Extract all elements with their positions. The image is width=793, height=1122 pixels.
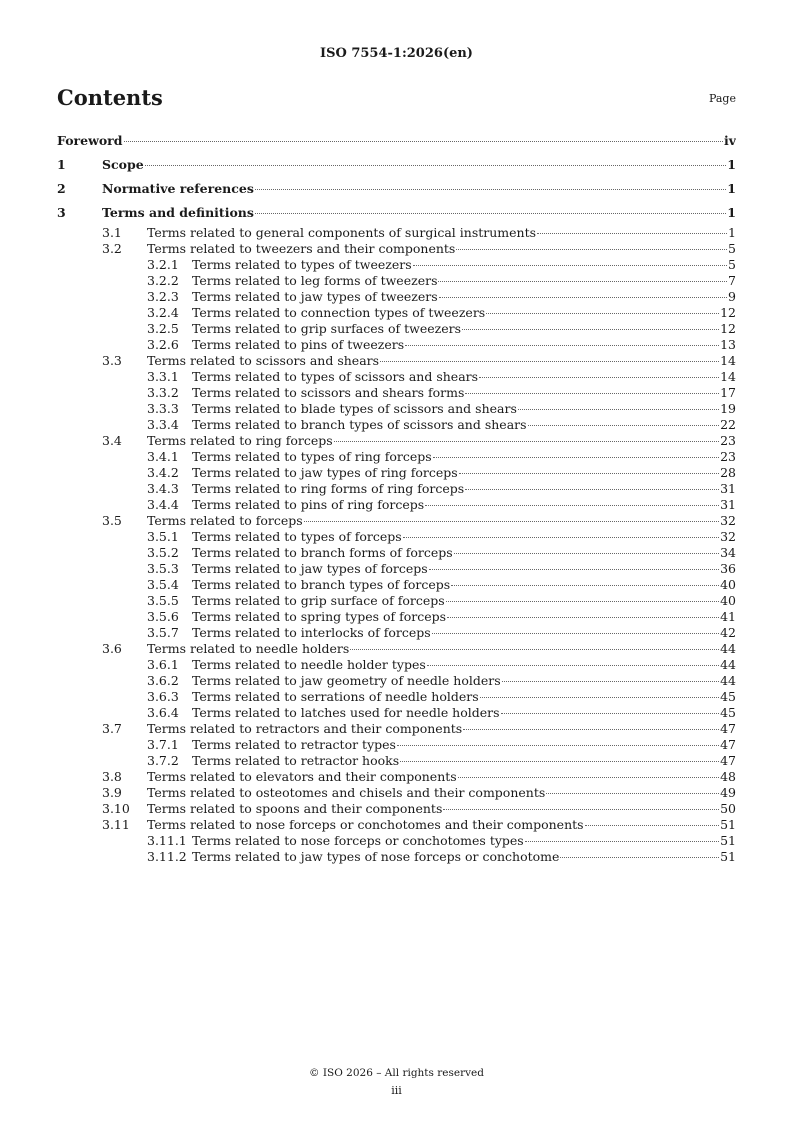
toc-entry-page: 45: [720, 705, 736, 720]
dot-leader: [145, 165, 727, 166]
toc-entry-title: Terms related to types of scissors and shears: [192, 369, 479, 384]
dot-leader: [425, 505, 719, 506]
toc-entry[interactable]: [57, 257, 736, 273]
toc-entry-title: Terms related to jaw geometry of needle holders: [192, 673, 501, 688]
toc-entry-number: 3.4.4: [147, 497, 179, 512]
dot-leader: [546, 793, 719, 794]
toc-entry[interactable]: [57, 353, 736, 369]
toc-entry[interactable]: [57, 465, 736, 481]
toc-entry-page: 1: [728, 225, 736, 240]
toc-entry[interactable]: [57, 849, 736, 865]
toc-entry-number: 3.6: [102, 641, 122, 656]
toc-entry-number: 3.5.2: [147, 545, 179, 560]
dot-leader: [255, 189, 726, 190]
toc-entry-number: 3.5.6: [147, 609, 179, 624]
toc-entry-number: 1: [57, 157, 66, 172]
dot-leader: [463, 729, 719, 730]
toc-entry-number: 3.3.4: [147, 417, 179, 432]
toc-entry-number: 3.6.4: [147, 705, 179, 720]
toc-entry-number: 3.11.2: [147, 849, 187, 864]
toc-entry-number: 3.2.2: [147, 273, 179, 288]
toc-entry-title: Terms related to nose forceps or conchotomes types: [192, 833, 524, 848]
toc-entry-page: 50: [720, 801, 736, 816]
toc-entry[interactable]: [57, 705, 736, 721]
toc-entry-number: 3.9: [102, 785, 122, 800]
toc-entry-page: 14: [720, 369, 736, 384]
dot-leader: [427, 665, 719, 666]
dot-leader: [443, 809, 719, 810]
toc-entry-number: 3.10: [102, 801, 130, 816]
toc-entry-title: Normative references: [102, 181, 254, 196]
toc-entry-title: Terms related to scissors and shears: [147, 353, 380, 368]
toc-entry-number: 2: [57, 181, 66, 196]
toc-entry[interactable]: [57, 545, 736, 561]
toc-entry-page: 45: [720, 689, 736, 704]
dot-leader: [454, 553, 719, 554]
toc-entry-number: 3.7.2: [147, 753, 179, 768]
dot-leader: [465, 489, 719, 490]
toc-entry[interactable]: [57, 753, 736, 769]
toc-entry-page: 40: [720, 577, 736, 592]
toc-entry[interactable]: [57, 225, 736, 241]
toc-entry[interactable]: [57, 417, 736, 433]
toc-entry[interactable]: [57, 737, 736, 753]
dot-leader: [462, 329, 719, 330]
toc-entry-page: 34: [720, 545, 736, 560]
toc-entry-page: 23: [720, 449, 736, 464]
toc-entry[interactable]: [57, 561, 736, 577]
dot-leader: [124, 141, 723, 142]
dot-leader: [479, 377, 719, 378]
toc-entry-page: 47: [720, 721, 736, 736]
toc-entry-title: Terms related to tweezers and their components: [147, 241, 456, 256]
dot-leader: [456, 249, 727, 250]
toc-entry-page: 32: [720, 529, 736, 544]
toc-entry-number: 3.5.3: [147, 561, 179, 576]
dot-leader: [380, 361, 719, 362]
toc-entry[interactable]: [57, 481, 736, 497]
toc-entry-number: 3.4.2: [147, 465, 179, 480]
toc-entry-title: Terms related to spoons and their components: [147, 801, 443, 816]
toc-entry-title: Terms related to leg forms of tweezers: [192, 273, 438, 288]
dot-leader: [502, 681, 719, 682]
toc-entry-number: 3.8: [102, 769, 122, 784]
toc-entry-number: 3.4: [102, 433, 122, 448]
dot-leader: [465, 393, 719, 394]
toc-entry-number: 3.5.7: [147, 625, 179, 640]
toc-entry[interactable]: [57, 817, 736, 833]
toc-entry-title: Terms related to forceps: [147, 513, 303, 528]
toc-entry-number: 3.5.1: [147, 529, 179, 544]
toc-entry-page: 41: [720, 609, 736, 624]
toc-entry[interactable]: [57, 401, 736, 417]
toc-entry-title: Terms related to pins of ring forceps: [192, 497, 425, 512]
toc-entry-number: 3.6.1: [147, 657, 179, 672]
toc-entry-page: 13: [720, 337, 736, 352]
page-number: iii: [391, 1084, 402, 1097]
toc-entry-title: Terms related to ring forceps: [147, 433, 333, 448]
toc-entry-number: 3.2.5: [147, 321, 179, 336]
toc-entry-number: 3.5: [102, 513, 122, 528]
dot-leader: [458, 777, 719, 778]
dot-leader: [400, 761, 719, 762]
dot-leader: [403, 537, 719, 538]
toc-entry-number: 3.3.2: [147, 385, 179, 400]
toc-entry-title: Terms related to general components of surgical instruments: [147, 225, 537, 240]
toc-entry-page: 32: [720, 513, 736, 528]
contents-title: Contents: [57, 85, 163, 110]
toc-entry[interactable]: [57, 241, 736, 257]
toc-entry[interactable]: [57, 497, 736, 513]
toc-entry-number: 3.3.1: [147, 369, 179, 384]
toc-entry-number: 3.4.1: [147, 449, 179, 464]
toc-entry[interactable]: [57, 321, 736, 337]
toc-entry-title: Scope: [102, 157, 144, 172]
dot-leader: [537, 233, 727, 234]
toc-entry-page: 44: [720, 657, 736, 672]
dot-leader: [432, 633, 719, 634]
toc-entry-title: Terms related to branch types of scissors and shears: [192, 417, 527, 432]
toc-entry-number: 3.1: [102, 225, 122, 240]
toc-entry-number: 3.6.3: [147, 689, 179, 704]
dot-leader: [350, 649, 719, 650]
toc-entry[interactable]: [57, 273, 736, 289]
toc-entry[interactable]: [57, 593, 736, 609]
toc-entry-page: 5: [728, 257, 736, 272]
toc-entry-number: 3.3.3: [147, 401, 179, 416]
toc-entry-number: 3.2.3: [147, 289, 179, 304]
toc-entry-title: Terms related to jaw types of forceps: [192, 561, 428, 576]
toc-entry-title: Terms related to osteotomes and chisels and their components: [147, 785, 546, 800]
toc-entry-page: 12: [720, 305, 736, 320]
toc-entry-page: 28: [720, 465, 736, 480]
toc-entry[interactable]: [57, 201, 736, 225]
dot-leader: [585, 825, 720, 826]
toc-entry-title: Terms related to nose forceps or conchotomes and their components: [147, 817, 584, 832]
toc-entry-number: 3.5.5: [147, 593, 179, 608]
toc-entry-page: 51: [720, 817, 736, 832]
toc-entry[interactable]: [57, 641, 736, 657]
toc-entry[interactable]: [57, 625, 736, 641]
toc-entry-page: 23: [720, 433, 736, 448]
toc-entry-title: Terms related to retractors and their components: [147, 721, 463, 736]
dot-leader: [429, 569, 719, 570]
toc-entry-title: Terms related to branch forms of forceps: [192, 545, 453, 560]
dot-leader: [518, 409, 719, 410]
toc-entry-title: Terms related to grip surface of forceps: [192, 593, 445, 608]
toc-entry[interactable]: [57, 337, 736, 353]
toc-entry-page: 14: [720, 353, 736, 368]
dot-leader: [480, 697, 719, 698]
toc-entry-title: Terms related to ring forms of ring forceps: [192, 481, 465, 496]
toc-entry[interactable]: [57, 833, 736, 849]
toc-entry-title: Terms related to retractor types: [192, 737, 396, 752]
toc-entry-title: Terms related to scissors and shears forms: [192, 385, 465, 400]
dot-leader: [501, 713, 720, 714]
toc-entry-number: 3.11.1: [147, 833, 187, 848]
toc-entry-number: 3.11: [102, 817, 130, 832]
toc-entry-page: 1: [727, 205, 736, 220]
toc-entry-number: 3.3: [102, 353, 122, 368]
dot-leader: [451, 585, 719, 586]
dot-leader: [438, 281, 727, 282]
toc-entry[interactable]: [57, 177, 736, 201]
toc-entry-page: 5: [728, 241, 736, 256]
toc-entry[interactable]: [57, 433, 736, 449]
toc-entry-title: Terms related to connection types of tweezers: [192, 305, 486, 320]
toc-entry-page: 48: [720, 769, 736, 784]
dot-leader: [334, 441, 719, 442]
toc-entry-page: 51: [720, 849, 736, 864]
toc-entry-page: 31: [720, 497, 736, 512]
toc-entry-page: 44: [720, 641, 736, 656]
toc-entry[interactable]: [57, 785, 736, 801]
toc-entry-number: 3.5.4: [147, 577, 179, 592]
dot-leader: [397, 745, 719, 746]
toc-entry-title: Terms related to types of tweezers: [192, 257, 412, 272]
table-of-contents: [57, 129, 736, 865]
toc-entry[interactable]: [57, 577, 736, 593]
toc-entry-page: 31: [720, 481, 736, 496]
toc-entry-title: Terms related to jaw types of nose forceps or conchotome: [192, 849, 560, 864]
toc-entry-title: Terms related to needle holder types: [192, 657, 426, 672]
toc-entry-number: 3.4.3: [147, 481, 179, 496]
toc-entry-page: 1: [727, 157, 736, 172]
toc-entry-number: 3.7: [102, 721, 122, 736]
toc-entry-page: 49: [720, 785, 736, 800]
toc-entry[interactable]: [57, 609, 736, 625]
toc-entry[interactable]: [57, 305, 736, 321]
toc-entry-page: 51: [720, 833, 736, 848]
page-column-label: Page: [708, 92, 736, 105]
toc-entry-page: 7: [728, 273, 736, 288]
dot-leader: [255, 213, 726, 214]
toc-entry[interactable]: [57, 673, 736, 689]
toc-entry[interactable]: [57, 689, 736, 705]
toc-entry-title: Terms related to jaw types of tweezers: [192, 289, 438, 304]
toc-entry[interactable]: [57, 513, 736, 529]
toc-entry-page: 1: [727, 181, 736, 196]
toc-entry-number: 3.7.1: [147, 737, 179, 752]
dot-leader: [433, 457, 719, 458]
toc-entry-page: iv: [723, 133, 736, 148]
toc-entry-title: Terms related to pins of tweezers: [192, 337, 405, 352]
toc-entry-number: 3: [57, 205, 66, 220]
toc-entry[interactable]: [57, 657, 736, 673]
toc-entry-page: 22: [720, 417, 736, 432]
toc-entry-title: Terms related to elevators and their components: [147, 769, 457, 784]
document-id: ISO 7554-1:2026(en): [320, 46, 473, 61]
toc-entry-page: 36: [720, 561, 736, 576]
toc-entry-title: Terms related to retractor hooks: [192, 753, 400, 768]
dot-leader: [560, 857, 719, 858]
toc-entry-title: Terms related to needle holders: [147, 641, 350, 656]
toc-entry[interactable]: [57, 369, 736, 385]
toc-entry[interactable]: [57, 529, 736, 545]
toc-entry-page: 19: [720, 401, 736, 416]
dot-leader: [525, 841, 719, 842]
toc-entry-number: 3.2.6: [147, 337, 179, 352]
toc-entry[interactable]: [57, 129, 736, 153]
toc-entry-title: Terms related to types of ring forceps: [192, 449, 432, 464]
toc-entry-page: 47: [720, 753, 736, 768]
toc-entry-title: Terms related to jaw types of ring forceps: [192, 465, 458, 480]
toc-entry-title: Terms related to latches used for needle holders: [192, 705, 500, 720]
toc-entry-page: 42: [720, 625, 736, 640]
dot-leader: [439, 297, 727, 298]
toc-entry[interactable]: [57, 385, 736, 401]
toc-entry[interactable]: [57, 769, 736, 785]
dot-leader: [459, 473, 719, 474]
toc-entry-title: Terms related to types of forceps: [192, 529, 402, 544]
toc-entry[interactable]: [57, 801, 736, 817]
dot-leader: [447, 617, 719, 618]
dot-leader: [405, 345, 719, 346]
dot-leader: [413, 265, 727, 266]
dot-leader: [446, 601, 719, 602]
toc-entry-title: Terms related to interlocks of forceps: [192, 625, 431, 640]
toc-entry-page: 44: [720, 673, 736, 688]
dot-leader: [528, 425, 720, 426]
toc-entry[interactable]: [57, 721, 736, 737]
toc-entry[interactable]: [57, 449, 736, 465]
toc-entry-number: 3.6.2: [147, 673, 179, 688]
toc-entry-page: 47: [720, 737, 736, 752]
toc-entry-title: Terms and definitions: [102, 205, 254, 220]
toc-entry-page: 12: [720, 321, 736, 336]
copyright-notice: © ISO 2026 – All rights reserved: [309, 1067, 484, 1079]
toc-entry-title: Terms related to blade types of scissors and shears: [192, 401, 517, 416]
dot-leader: [486, 313, 719, 314]
toc-entry-number: 3.2.1: [147, 257, 179, 272]
toc-entry-page: 40: [720, 593, 736, 608]
toc-entry-page: 9: [728, 289, 736, 304]
toc-entry-title: Terms related to branch types of forceps: [192, 577, 451, 592]
toc-entry[interactable]: [57, 153, 736, 177]
toc-entry-title: Terms related to serrations of needle holders: [192, 689, 479, 704]
toc-entry-page: 17: [720, 385, 736, 400]
toc-entry-number: 3.2: [102, 241, 122, 256]
toc-entry[interactable]: [57, 289, 736, 305]
toc-entry-title: Terms related to grip surfaces of tweezers: [192, 321, 461, 336]
toc-entry-title: Terms related to spring types of forceps: [192, 609, 447, 624]
toc-entry-number: 3.2.4: [147, 305, 179, 320]
dot-leader: [304, 521, 719, 522]
toc-entry-title: Foreword: [57, 133, 123, 148]
